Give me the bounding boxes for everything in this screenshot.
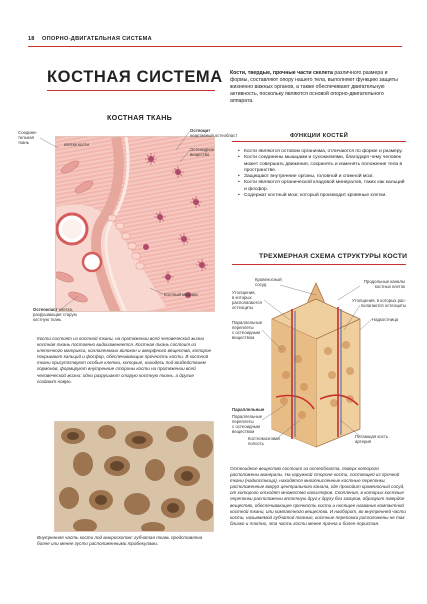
label-osteoid: Остеоидное вещество — [190, 147, 215, 158]
intro-text: различного размера и формы, составляют опору нашего тела, выполняют функцию защиты жизненно важных органов, а также обеспечивают двигательную активность, поскольку являются основой опорно-двигательного аппарата. — [230, 70, 398, 104]
function-item: • Кости являются органической кладовой минералов, таких как кальций и фосфор. — [238, 180, 406, 193]
page-title: КОСТНАЯ СИСТЕМА — [47, 68, 223, 86]
function-item: • Кости являются остовом организма, отличаются по форме и размеру. — [238, 149, 406, 155]
label-parallel-plates-2: Параллельные переплеты с остеоидным веществом — [232, 414, 263, 435]
page-number: 18 — [28, 36, 35, 42]
label-haversian-canals: Продольные каналы костных клеток — [363, 279, 405, 290]
scheme-caption: Остеоидное вещество состоит из остеобласта, поверх которого расположены минералы. На наружной стороне кости, состоящей из прочной ткани (надкостница), находятся многочисленные костные перепонки, расположенные вокруг центрального канала, где проходит кровеносный сосуд, от которого отходят множество капилляров. Скопления, в которых костные перепонки расположены вплотную друг к другу без зазоров, образуют твердое вещество, обеспечивающее прочность кости и носящее название компактной костной ткани, или компактного вещества. И наоборот, во внутренней части кости, называемой губчатой тканью, костные перепонки расположены не так близко и плотно, эта часть кости менее прочна и более пористая. — [230, 466, 406, 526]
bone-tissue-caption: Кости состоят из костной ткани, на протяжении всей человеческой жизни костная ткань постоянно видоизменяется. Костная ткань состоит из клеточного матрикса, коллагеновых волокон и аморфного вещества, которое покрывают кальций и фосфор, обеспечивающие прочность кости. В костной ткани присутствуют особые клетки, которые, находясь под воздействием гормонов, формируют внутренние стороны кости на протяжении всей человеческой жизни: одни разрушают старую костную ткань, а другие создают новую. — [37, 336, 212, 384]
functions-heading: ФУНКЦИИ КОСТЕЙ — [290, 133, 349, 139]
label-bulge-left: Утолщения, в которых располагаются остеоциты — [232, 290, 262, 311]
label-parallel-plates-bottom: Параллельные — [232, 407, 265, 412]
label-bone-matrix: Костный матрикс — [164, 292, 199, 297]
label-parallel-plates: Параллельные переплеты с остеоидным веществом — [232, 320, 263, 341]
label-osteoclast: Остеокласт клетка, разрушающая старую костную ткань — [33, 307, 77, 323]
function-item: • Содержат костный мозг, который производит кровяные клетки. — [238, 193, 406, 199]
label-periosteum: Надкостница — [372, 317, 399, 322]
scheme-heading: ТРЕХМЕРНАЯ СХЕМА СТРУКТУРЫ КОСТИ — [259, 253, 408, 260]
bone-tissue-heading: КОСТНАЯ ТКАНЬ — [107, 113, 173, 122]
function-item: • Кости соединены мышцами и сухожилиями, благодаря чему человек может совершать движения, сохранять и изменять положение тела в пространстве. — [238, 155, 406, 174]
label-connective-tissue: Соедини- тельная ткань — [18, 130, 37, 146]
label-bone-cells: клетки кости — [64, 142, 89, 147]
label-nutrient-artery: Питающая кость артерия — [355, 434, 389, 445]
intro-lead: Кости, твердые, прочные части скелета — [230, 70, 333, 76]
label-blood-vessel: Кровеносный сосуд — [255, 277, 282, 288]
section-title: ОПОРНО-ДВИГАТЕЛЬНАЯ СИСТЕМА — [42, 36, 152, 42]
micro-caption: Внутренняя часть кости под микроскопом: губчатая ткань представлена более или менее густо расположенными трабекулами. — [37, 535, 203, 547]
function-item: • Защищают внутренние органы, головной и спинной мозг. — [238, 174, 406, 180]
label-marrow-cavity: Костномозговая полость — [248, 436, 280, 447]
label-osteocyte: Остеоцит неактивный остеобласт — [190, 128, 238, 139]
label-bulge-right: Утолщения, в которых рас- полагаются остеоциты — [351, 298, 406, 309]
